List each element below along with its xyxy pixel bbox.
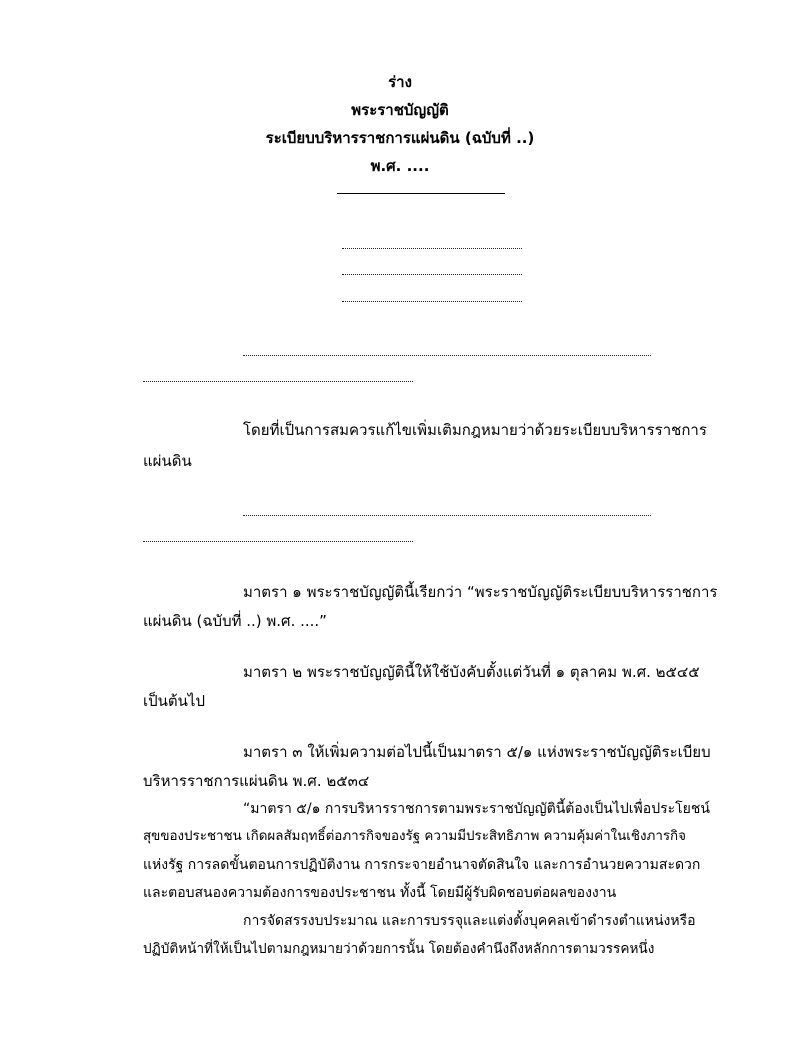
blank-line (143, 381, 413, 382)
title-underline (337, 193, 505, 194)
section-3-line: มาตรา ๓ ให้เพิ่มความต่อไปนี้เป็นมาตรา ๕/๑ แห่งพระราชบัญญัติระเบียบ (243, 743, 711, 761)
section-1-line: มาตรา ๑ พระราชบัญญัตินี้เรียกว่า “พระราชบัญญัติระเบียบบริหารราชการ (243, 583, 718, 601)
quoted-section-line: การจัดสรรงบประมาณ และการบรรจุและแต่งตั้งบุคคลเข้าดำรงตำแหน่งหรือ (243, 913, 696, 929)
section-1-line: แผ่นดิน (ฉบับที่ ..) พ.ศ. ....” (143, 612, 327, 630)
section-3-line: บริหารราชการแผ่นดิน พ.ศ. ๒๕๓๔ (143, 772, 370, 790)
act-label: พระราชบัญญัติ (351, 101, 449, 119)
blank-line (342, 248, 522, 249)
quoted-section-line: และตอบสนองความต้องการของประชาชน ทั้งนี้ โดยมีผู้รับผิดชอบต่อผลของงาน (143, 885, 617, 901)
blank-line (143, 541, 413, 542)
quoted-section-line: แห่งรัฐ การลดขั้นตอนการปฏิบัติงาน การกระจายอำนาจตัดสินใจ และการอำนวยความสะดวก (143, 857, 701, 873)
blank-line (342, 301, 522, 302)
blank-line (243, 515, 651, 516)
act-title: ระเบียบบริหารราชการแผ่นดิน (ฉบับที่ ..) (265, 129, 535, 147)
blank-line (342, 274, 522, 275)
act-year: พ.ศ. .... (370, 157, 430, 175)
quoted-section-line: สุขของประชาชน เกิดผลสัมฤทธิ์ต่อภารกิจของรัฐ ความมีประสิทธิภาพ ความคุ้มค่าในเชิงภารกิจ (143, 829, 687, 844)
blank-line (243, 355, 651, 356)
preamble-line: โดยที่เป็นการสมควรแก้ไขเพิ่มเติมกฎหมายว่าด้วยระเบียบบริหารราชการ (243, 421, 707, 439)
preamble-line: แผ่นดิน (143, 452, 192, 470)
draft-label: ร่าง (388, 73, 412, 91)
quoted-section-line: ปฏิบัติหน้าที่ให้เป็นไปตามกฎหมายว่าด้วยการนั้น โดยต้องคำนึงถึงหลักการตามวรรคหนึ่ง (143, 941, 655, 957)
section-2-line: มาตรา ๒ พระราชบัญญัตินี้ให้ใช้บังคับตั้งแต่วันที่ ๑ ตุลาคม พ.ศ. ๒๕๔๕ (243, 663, 700, 681)
section-2-line: เป็นต้นไป (143, 692, 205, 710)
quoted-section-line: “มาตรา ๕/๑ การบริหารราชการตามพระราชบัญญัตินี้ต้องเป็นไปเพื่อประโยชน์ (243, 801, 710, 817)
